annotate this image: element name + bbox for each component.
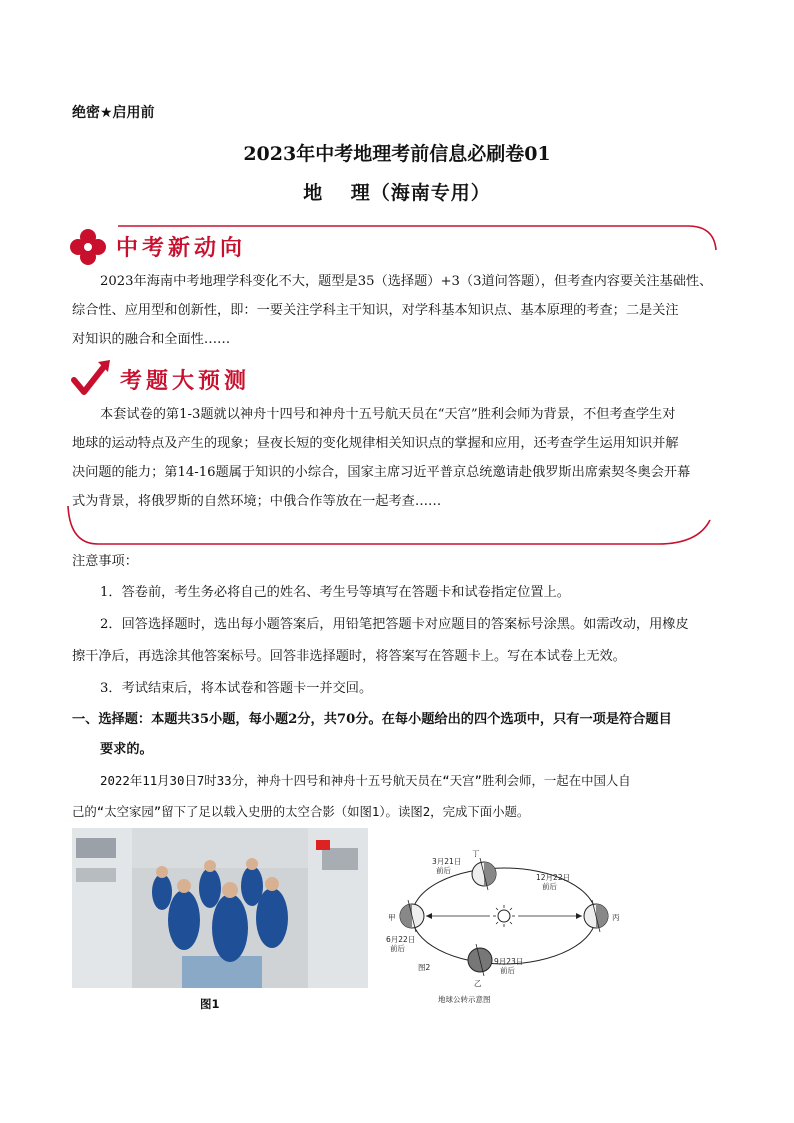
trend-line: 2023年海南中考地理学科变化不大，题型是35（选择题）+3（3道问答题），但考查内容要关注基础性、 [100,274,713,289]
part1-heading: 一、选择题：本题共35小题，每小题2分，共70分。在每小题给出的四个选项中，只有一项是符合题目 [72,712,672,727]
forecast-line: 式为背景，将俄罗斯的自然环境；中俄合作等放在一起考查…… [72,494,442,509]
question-intro: 2022年11月30日7时33分，神舟十四号和神舟十五号航天员在“天宫”胜利会师，一起在中国人自 [100,773,631,788]
trend-paragraph [72,267,722,354]
forecast-line: 地球的运动特点及产生的现象；昼夜长短的变化规律相关知识点的掌握和应用，还考查学生运用知识并解 [72,436,679,451]
date-left-sub: 前后 [390,944,405,953]
page-subtitle: 地 理（海南专用） [303,182,491,204]
date-left: 6月22日 [386,935,416,944]
earth-top [472,858,496,890]
pos-bottom: 乙 [474,979,482,988]
trend-line: 对知识的融合和全面性…… [72,332,231,347]
date-top-sub: 前后 [436,866,451,875]
check-arrow-icon [70,358,114,400]
earth-bottom [468,944,492,976]
trend-line: 综合性、应用型和创新性，即：一要关注学科主干知识，对学科基本知识点、基本原理的考查；二是关注 [72,303,679,318]
notes-title: 注意事项： [72,554,138,569]
figure2-caption: 地球公转示意图 [438,995,491,1004]
forecast-line: 本套试卷的第1-3题就以神舟十四号和神舟十五号航天员在“天宫”胜利会师为背景，不但考查学生对 [100,407,676,422]
date-top: 3月21日 [432,857,462,866]
page-title: 2023年中考地理考前信息必刷卷01 [243,143,551,165]
date-right: 12月22日 [536,873,571,882]
figure1-label: 图1 [200,997,220,1011]
date-bottom: 9月23日 [494,957,524,966]
note-item: 擦干净后，再选涂其他答案标号。回答非选择题时，将答案写在答题卡上。写在本试卷上无效。 [72,649,626,664]
note-item: 1．答卷前，考生务必将自己的姓名、考生号等填写在答题卡和试卷指定位置上。 [100,585,570,600]
figure2-label: 图2 [418,963,431,972]
earth-revolution-diagram [384,834,634,1010]
trend-heading: 中考新动向 [116,236,247,261]
forecast-line: 决问题的能力；第14-16题属于知识的小综合，国家主席习近平普京总统邀请赴俄罗斯出席索契冬奥会开幕 [72,465,691,480]
forecast-heading: 考题大预测 [120,369,251,394]
confidential-label: 绝密★启用前 [72,105,155,121]
pos-top: 丁 [472,849,480,858]
note-item: 3．考试结束后，将本试卷和答题卡一并交回。 [100,681,373,696]
note-item: 2．回答选择题时，选出每小题答案后，用铅笔把答题卡对应题目的答案标号涂黑。如需改动，用橡皮 [100,617,689,632]
earth-right [584,900,608,932]
clover-icon [68,227,108,267]
date-bottom-sub: 前后 [500,966,515,975]
forecast-paragraph [72,400,722,516]
sun-icon [493,905,515,927]
astronaut-photo [72,828,368,988]
pos-left: 甲 [388,913,396,922]
date-right-sub: 前后 [542,882,557,891]
part1-heading-cont: 要求的。 [100,742,153,757]
question-intro-cont: 己的“太空家园”留下了足以载入史册的太空合影（如图1）。读图2，完成下面小题。 [72,804,530,819]
earth-left [400,900,424,932]
pos-right: 丙 [612,913,620,922]
